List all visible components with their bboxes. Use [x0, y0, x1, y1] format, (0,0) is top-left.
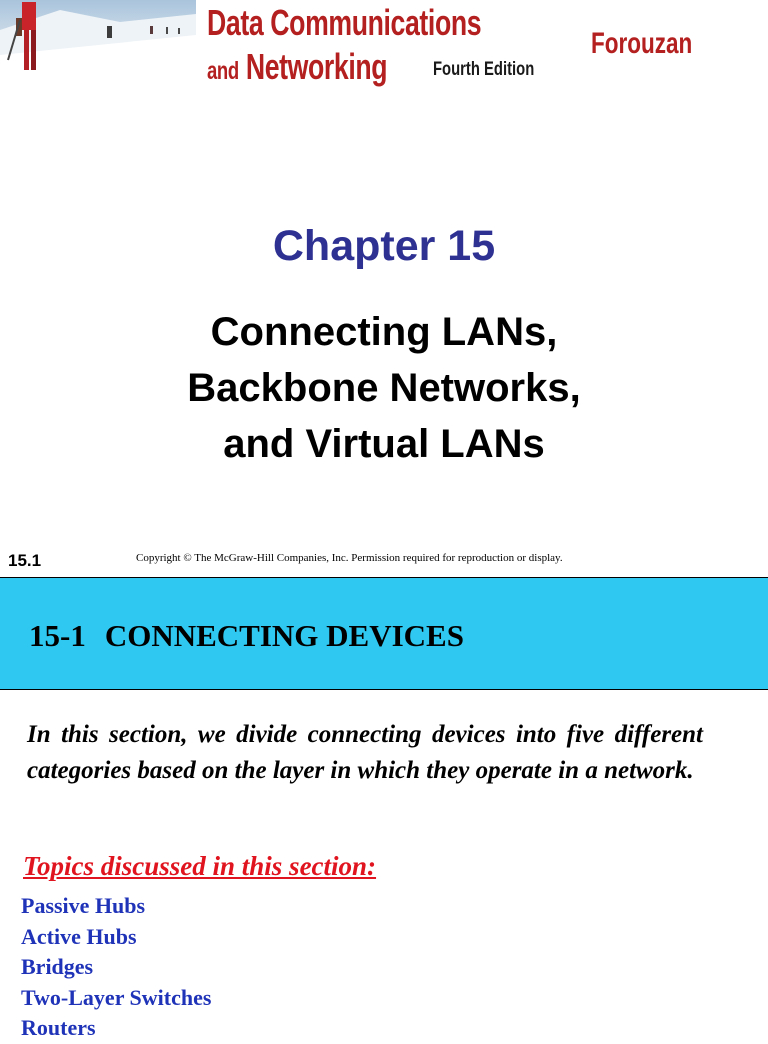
section-title: CONNECTING DEVICES	[104, 618, 464, 653]
chapter-title: Chapter 15	[272, 222, 496, 270]
subtitle-line: and Virtual LANs	[223, 422, 545, 466]
chapter-subtitle	[0, 304, 768, 472]
subtitle-line: Backbone Networks,	[187, 366, 581, 410]
book-title-line2	[207, 46, 387, 88]
topic-item: Two-Layer Switches	[21, 984, 212, 1010]
book-edition: Fourth Edition	[433, 59, 535, 80]
slide-number: 15.1	[8, 551, 42, 570]
topics-heading: Topics discussed in this section:	[23, 851, 377, 881]
subtitle-line: Connecting LANs,	[210, 310, 558, 354]
topic-item: Routers	[21, 1015, 96, 1040]
topic-item: Active Hubs	[21, 923, 137, 949]
topics-list	[21, 891, 211, 1044]
section-intro: In this section, we divide connecting devices into five different categories based on the layer in which they operate in a network.	[27, 721, 703, 784]
copyright-notice: Copyright © The McGraw-Hill Companies, Inc. Permission required for reproduction or display.	[136, 552, 563, 564]
section-number: 15-1	[29, 618, 86, 653]
section-heading	[29, 618, 464, 654]
topic-item: Bridges	[21, 954, 94, 979]
book-title-line1: Data Communications	[207, 2, 482, 43]
slide-section	[0, 577, 768, 1040]
topic-item: Passive Hubs	[21, 893, 146, 918]
book-author: Forouzan	[591, 27, 693, 60]
book-title-and: and	[207, 57, 239, 85]
section-header-bar	[0, 577, 768, 690]
banner-photo	[0, 0, 196, 92]
book-title-networking: Networking	[245, 46, 388, 87]
mountain-climbers-photo	[0, 0, 196, 92]
